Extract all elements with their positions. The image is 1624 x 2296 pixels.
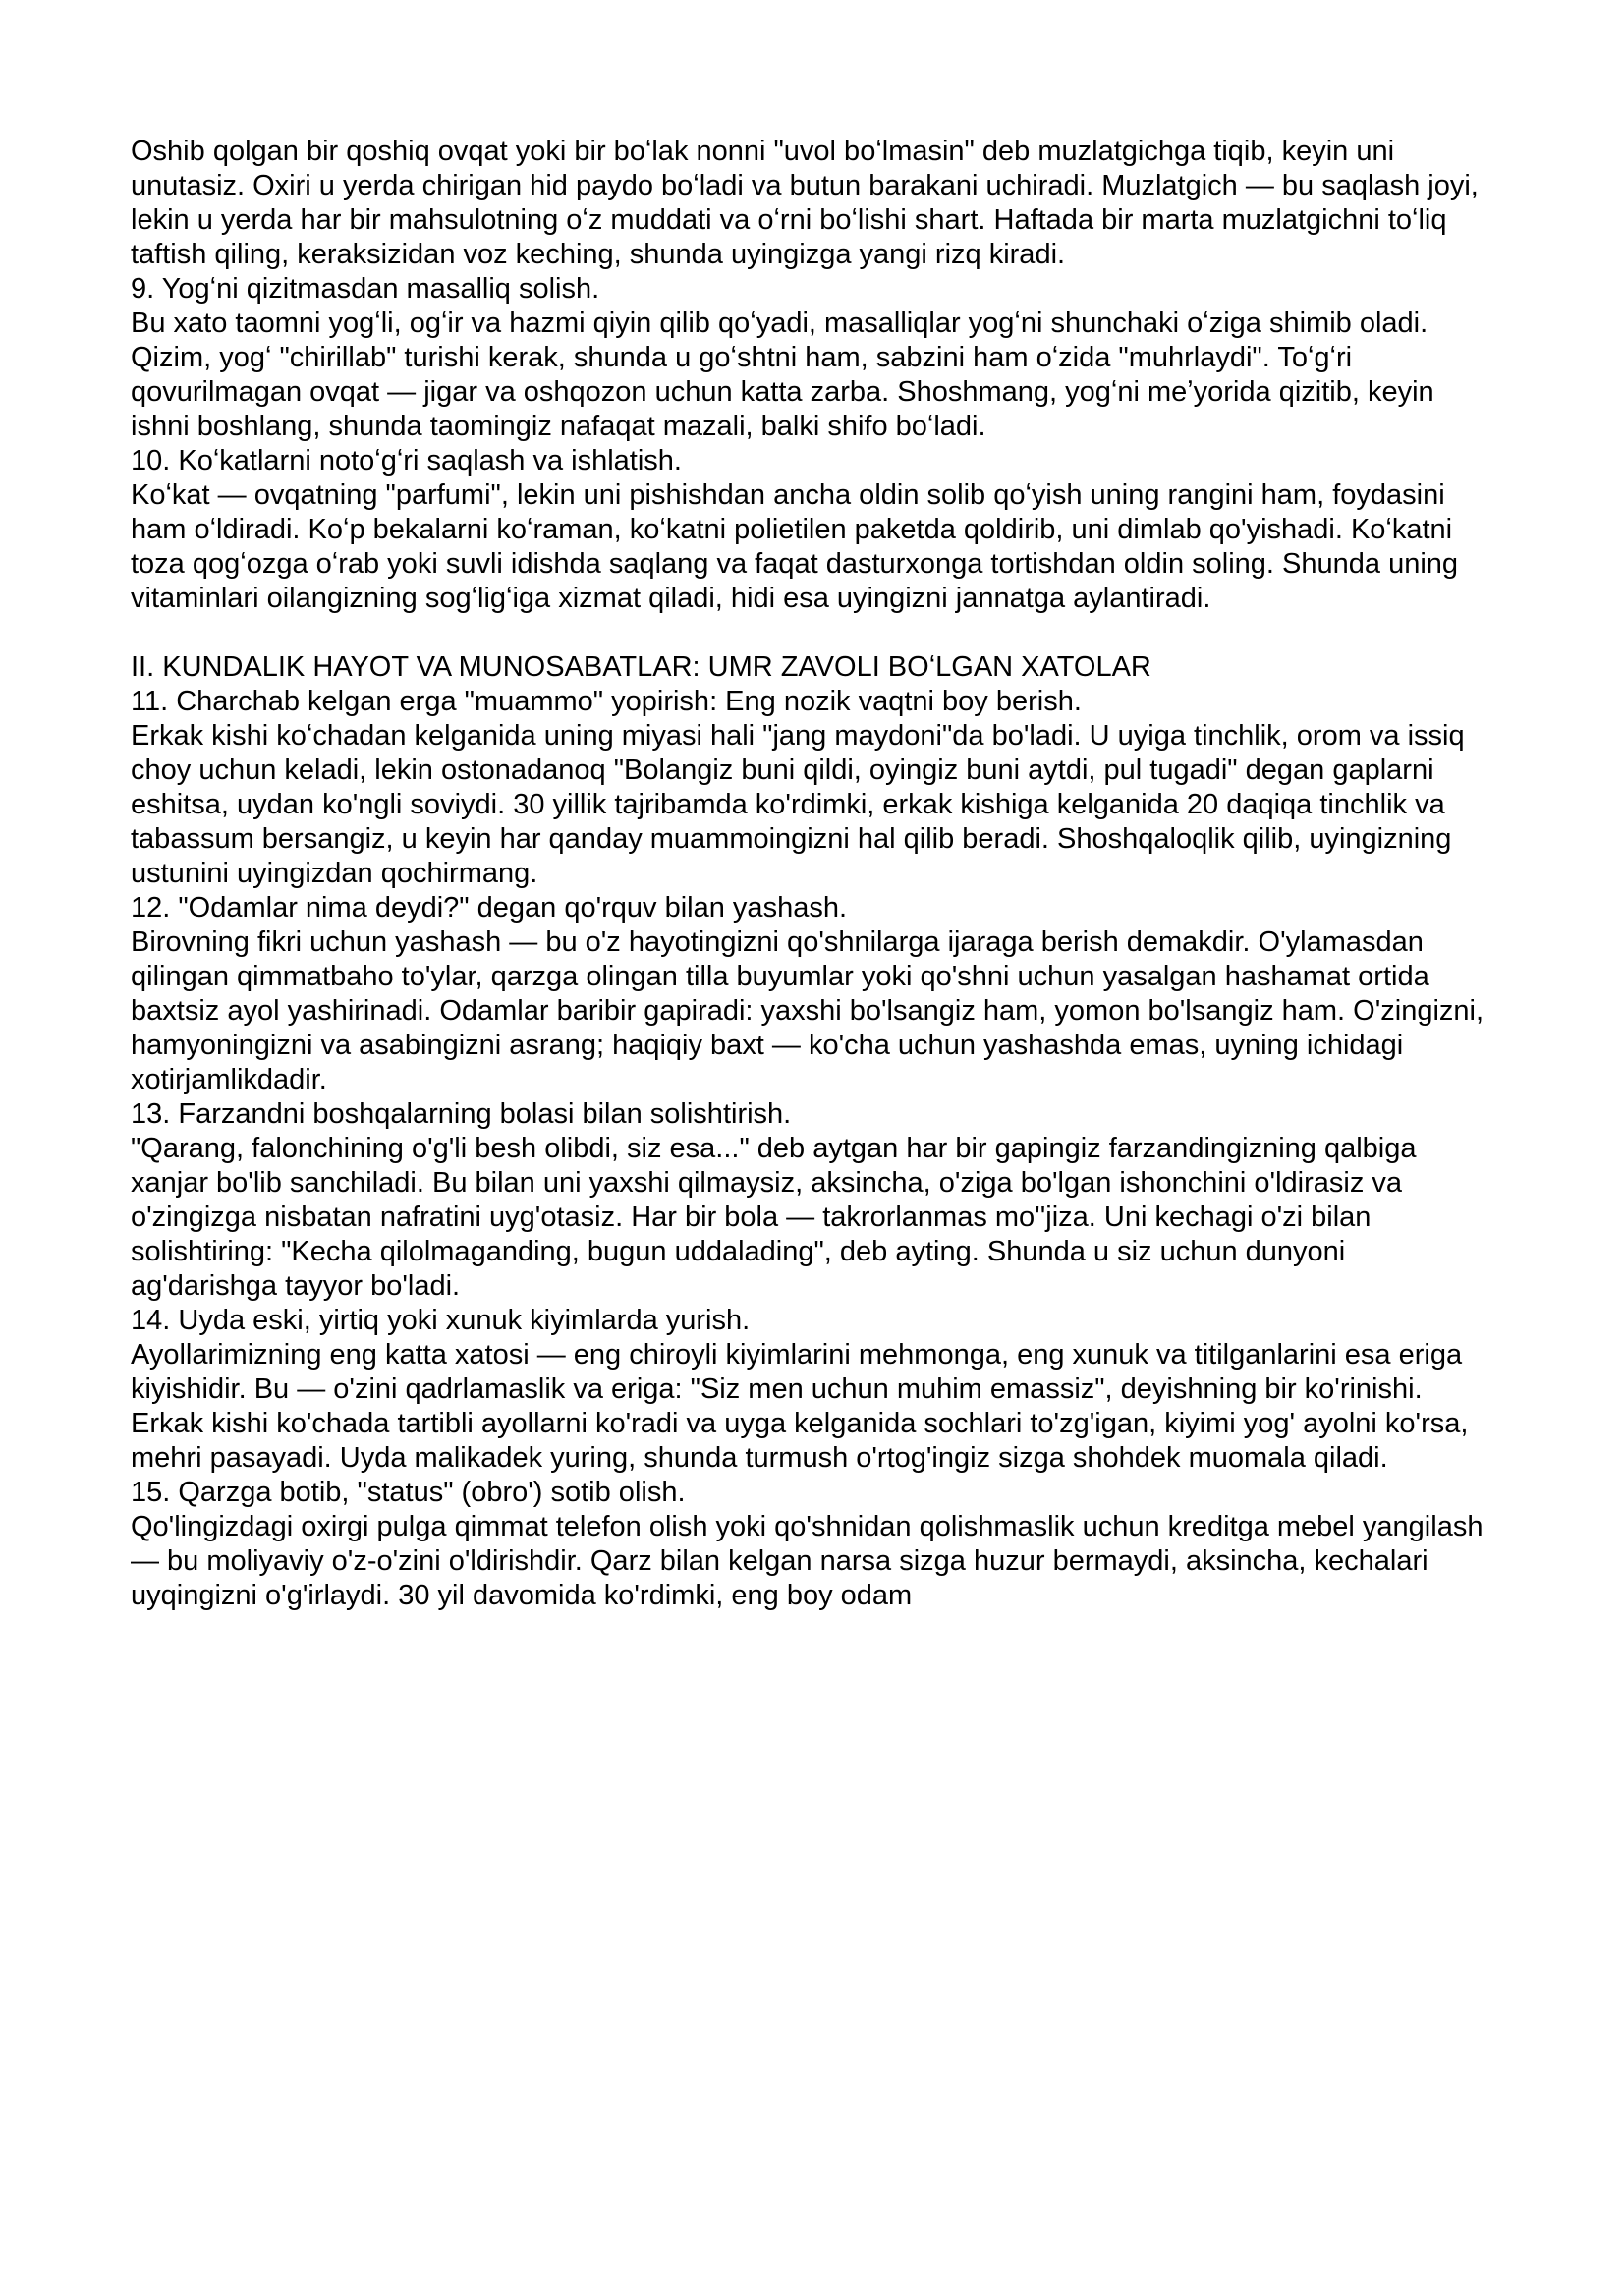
- item-title: 11. Charchab kelgan erga "muammo" yopirish: Eng nozik vaqtni boy berish.: [131, 686, 1082, 717]
- paragraph: Erkak kishi koʻchadan kelganida uning miyasi hali "jang maydoni"da bo'ladi. U uyiga tinchlik, orom va issiq choy uchun keladi, lekin ostonadanoq "Bolangiz buni qildi, oyingiz buni aytdi, pul tugadi" degan gaplarni eshitsa, uydan ko'ngli soviydi. 30 yillik tajribamda ko'rdimki, erkak kishiga kelganida 20 daqiqa tinchlik va tabassum bersangiz, u keyin har qanday muammoingizni hal qilib beradi. Shoshqaloqlik qilib, uyingizning ustunini uyingizdan qochirmang.: [131, 720, 1465, 889]
- paragraph: Oshib qolgan bir qoshiq ovqat yoki bir boʻlak nonni "uvol boʻlmasin" deb muzlatgichga tiqib, keyin uni unutasiz. Oxiri u yerda chirigan hid paydo boʻladi va butun barakani uchiradi. Muzlatgich — bu saqlash joyi, lekin u yerda har bir mahsulotning oʻz muddati va oʻrni boʻlishi shart. Haftada bir marta muzlatgichni toʻliq taftish qiling, keraksizidan voz keching, shunda uyingizga yangi rizq kiradi.: [131, 136, 1479, 270]
- blank-line: [131, 616, 1495, 650]
- item-title: 10. Koʻkatlarni notoʻgʻri saqlash va ishlatish.: [131, 445, 682, 476]
- paragraph: Ayollarimizning eng katta xatosi — eng chiroyli kiyimlarini mehmonga, eng xunuk va titilganlarini esa eriga kiyishidir. Bu — o'zini qadrlamaslik va eriga: "Siz men uchun muhim emassiz", deyishning bir ko'rinishi. Erkak kishi ko'chada tartibli ayollarni ko'radi va uyga kelganida sochlari to'zg'igan, kiyimi yog' ayolni ko'rsa, mehri pasayadi. Uyda malikadek yuring, shunda turmush o'rtog'ingiz sizga shohdek muomala qiladi.: [131, 1339, 1469, 1474]
- paragraph: Koʻkat — ovqatning "parfumi", lekin uni pishishdan ancha oldin solib qoʻyish uning rangini ham, foydasini ham oʻldiradi. Koʻp bekalarni koʻraman, koʻkatni polietilen paketda qoldirib, uni dimlab qo'yishadi. Koʻkatni toza qogʻozga oʻrab yoki suvli idishda saqlang va faqat dasturxonga tortishdan oldin soling. Shunda uning vitaminlari oilangizning sogʻligʻiga xizmat qiladi, hidi esa uyingizni jannatga aylantiradi.: [131, 479, 1459, 614]
- paragraph: Bu xato taomni yogʻli, ogʻir va hazmi qiyin qilib qoʻyadi, masalliqlar yogʻni shunchaki oʻziga shimib oladi. Qizim, yogʻ "chirillab" turishi kerak, shunda u goʻshtni ham, sabzini ham oʻzida "muhrlaydi". Toʻgʻri qovurilmagan ovqat — jigar va oshqozon uchun katta zarba. Shoshmang, yogʻni meʼyorida qizitib, keyin ishni boshlang, shunda taomingiz nafaqat mazali, balki shifo boʻladi.: [131, 308, 1434, 442]
- item-title: 9. Yogʻni qizitmasdan masalliq solish.: [131, 273, 600, 305]
- paragraph: Birovning fikri uchun yashash — bu o'z hayotingizni qo'shnilarga ijaraga berish demakdir. O'ylamasdan qilingan qimmatbaho to'ylar, qarzga olingan tilla buyumlar yoki qo'shni uchun yasalgan hashamat ortida baxtsiz ayol yashirinadi. Odamlar baribir gapiradi: yaxshi bo'lsangiz ham, yomon bo'lsangiz ham. O'zingizni, hamyoningizni va asabingizni asrang; haqiqiy baxt — ko'cha uchun yashashda emas, uyning ichidagi xotirjamlikdadir.: [131, 926, 1484, 1095]
- item-title: 14. Uyda eski, yirtiq yoki xunuk kiyimlarda yurish.: [131, 1305, 751, 1336]
- item-title: 12. "Odamlar nima deydi?" degan qo'rquv bilan yashash.: [131, 892, 848, 924]
- paragraph: Qo'lingizdagi oxirgi pulga qimmat telefon olish yoki qo'shnidan qolishmaslik uchun kreditga mebel yangilash — bu moliyaviy o'z-o'zini o'ldirishdir. Qarz bilan kelgan narsa sizga huzur bermaydi, aksincha, kechalari uyqingizni o'g'irlaydi. 30 yil davomida ko'rdimki, eng boy odam: [131, 1511, 1484, 1611]
- section-title: II. KUNDALIK HAYOT VA MUNOSABATLAR: UMR ZAVOLI BOʻLGAN XATOLAR: [131, 651, 1151, 683]
- item-title: 13. Farzandni boshqalarning bolasi bilan solishtirish.: [131, 1098, 792, 1130]
- item-title: 15. Qarzga botib, "status" (obro') sotib olish.: [131, 1477, 686, 1508]
- document-body: [131, 135, 1495, 1613]
- paragraph: "Qarang, falonchining o'g'li besh olibdi, siz esa..." deb aytgan har bir gapingiz farzandingizning qalbiga xanjar bo'lib sanchiladi. Bu bilan uni yaxshi qilmaysiz, aksincha, o'ziga bo'lgan ishonchini o'ldirasiz va o'zingizga nisbatan nafratini uyg'otasiz. Har bir bola — takrorlanmas mo''jiza. Uni kechagi o'zi bilan solishtiring: "Kecha qilolmaganding, bugun uddalading", deb ayting. Shunda u siz uchun dunyoni ag'darishga tayyor bo'ladi.: [131, 1133, 1417, 1302]
